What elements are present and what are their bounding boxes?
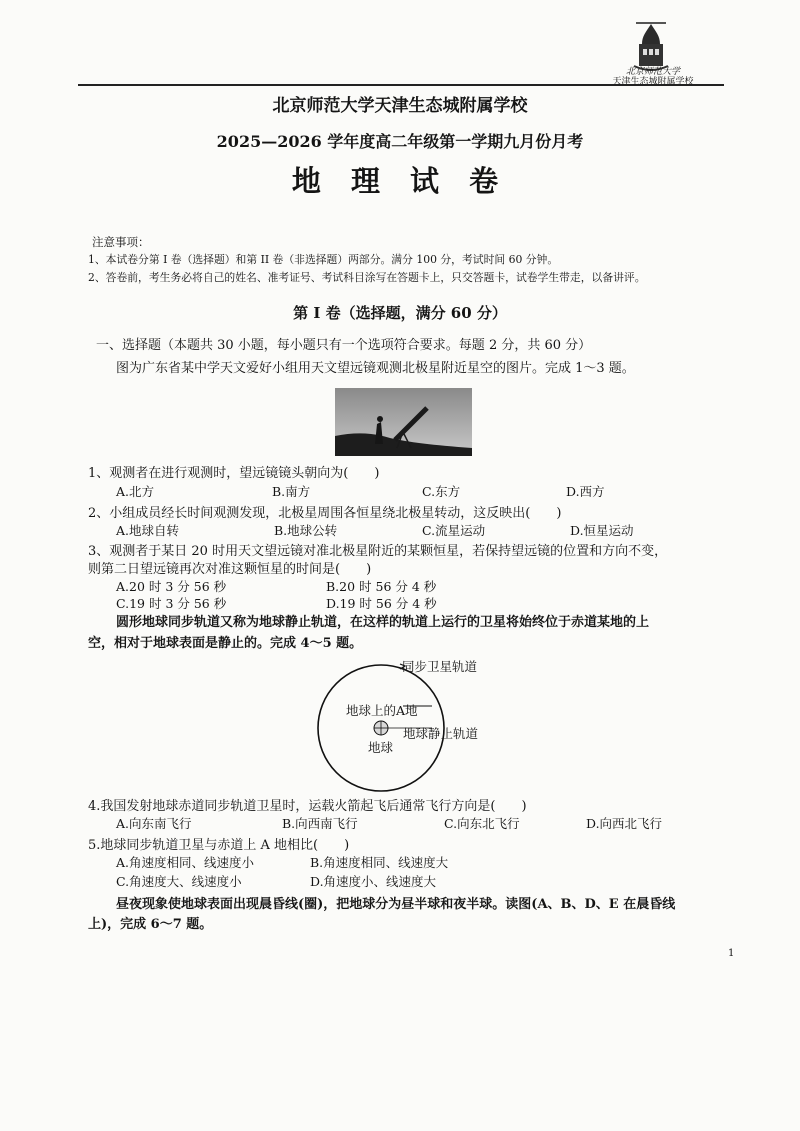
label-static-orbit: 地球静止轨道 — [403, 726, 479, 741]
q3-option-a: A.20 时 3 分 56 秒 — [116, 579, 227, 594]
q1-option-c: C.东方 — [422, 484, 461, 499]
q2-option-a: A.地球自转 — [116, 523, 180, 538]
question-2-stem: 2、小组成员经长时间观测发现，北极星周围各恒星绕北极星转动，这反映出( ) — [88, 506, 562, 521]
header-rule — [78, 84, 724, 86]
note-item: 1、本试卷分第 I 卷（选择题）和第 II 卷（非选择题）两部分。满分 100 分，考试时间 60 分钟。 — [88, 253, 559, 266]
intro-q1-3: 图为广东省某中学天文爱好小组用天文望远镜观测北极星附近星空的图片。完成 1～3 题。 — [116, 361, 635, 376]
logo-text-line1: 北京师范大学 — [625, 67, 680, 77]
label-earth: 地球 — [368, 740, 394, 755]
telescope-photo — [335, 388, 472, 456]
intro-q4-5: 圆形地球同步轨道又称为地球静止轨道，在这样的轨道上运行的卫星将始终位于赤道某地的上 — [116, 615, 650, 630]
q3-option-c: C.19 时 3 分 56 秒 — [116, 596, 227, 611]
q5-option-d: D.角速度小、线速度大 — [310, 874, 437, 889]
q2-option-b: B.地球公转 — [274, 523, 338, 538]
q3-option-d: D.19 时 56 分 4 秒 — [326, 596, 437, 611]
label-point-a: 地球上的A地 — [346, 703, 418, 718]
question-3-stem-cont: 则第二日望远镜再次对准这颗恒星的时间是( ) — [88, 562, 372, 577]
logo-text-line2: 天津生态城附属学校 — [612, 77, 694, 87]
part1-title: 第 I 卷（选择题，满分 60 分） — [293, 304, 507, 322]
intro-q6-7: 昼夜现象使地球表面出现晨昏线(圈)，把地球分为昼半球和夜半球。读图(A、B、D、E 在晨昏线 — [116, 897, 676, 912]
q1-option-a: A.北方 — [116, 484, 155, 499]
q4-option-a: A.向东南飞行 — [116, 816, 192, 831]
school-name: 北京师范大学天津生态城附属学校 — [272, 96, 528, 116]
label-sync-orbit: 同步卫星轨道 — [402, 659, 478, 674]
section-instructions: 一、选择题（本题共 30 小题，每小题只有一个选项符合要求。每题 2 分，共 60 分） — [96, 338, 592, 353]
page-number: 1 — [728, 948, 735, 959]
q3-option-b: B.20 时 56 分 4 秒 — [326, 579, 437, 594]
question-5-stem: 5.地球同步轨道卫星与赤道上 A 地相比( ) — [88, 838, 350, 853]
question-4-stem: 4.我国发射地球赤道同步轨道卫星时，运载火箭起飞后通常飞行方向是( ) — [88, 799, 527, 814]
q2-option-c: C.流星运动 — [422, 523, 486, 538]
q4-option-b: B.向西南飞行 — [282, 816, 358, 831]
exam-term: 2025—2026 学年度高二年级第一学期九月份月考 — [216, 132, 584, 151]
q4-option-d: D.向西北飞行 — [586, 816, 663, 831]
question-1-stem: 1、观测者在进行观测时，望远镜镜头朝向为( ) — [88, 466, 380, 481]
intro-q4-5-cont: 空，相对于地球表面是静止的。完成 4～5 题。 — [88, 636, 363, 651]
question-3-stem: 3、观测者于某日 20 时用天文望远镜对准北极星附近的某颗恒星，若保持望远镜的位置和方向不变， — [88, 544, 668, 559]
notes-heading: 注意事项： — [92, 235, 150, 249]
note-item: 2、答卷前，考生务必将自己的姓名、准考证号、考试科目涂写在答题卡上，只交答题卡，试卷学生带走，以备讲评。 — [88, 271, 646, 284]
q4-option-c: C.向东北飞行 — [444, 816, 520, 831]
exam-title: 地 理 试 卷 — [291, 164, 509, 198]
intro-q6-7-cont: 上)，完成 6～7 题。 — [88, 917, 213, 932]
q5-option-c: C.角速度大、线速度小 — [116, 874, 242, 889]
q5-option-a: A.角速度相同、线速度小 — [116, 855, 255, 870]
q2-option-d: D.恒星运动 — [570, 523, 634, 538]
q1-option-d: D.西方 — [566, 484, 605, 499]
q1-option-b: B.南方 — [272, 484, 311, 499]
q5-option-b: B.角速度相同、线速度大 — [310, 855, 449, 870]
